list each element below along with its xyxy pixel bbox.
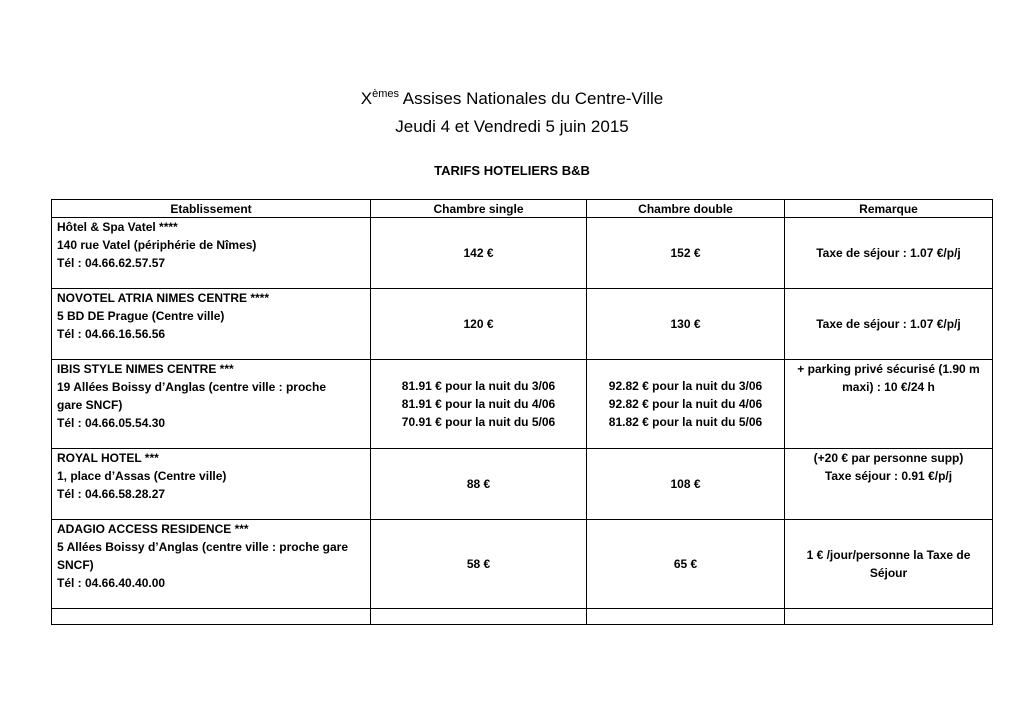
title-main: Assises Nationales du Centre-Ville <box>398 89 664 108</box>
empty-cell <box>587 609 785 625</box>
document-subtitle: Jeudi 4 et Vendredi 5 juin 2015 <box>395 117 629 136</box>
remark-text: (+20 € par personne supp) <box>813 451 964 465</box>
remark-text: + parking privé sécurisé (1.90 m <box>797 362 980 376</box>
single-price-cell <box>371 360 587 449</box>
table-row <box>52 449 993 520</box>
hotel-address: 5 Allées Boissy d’Anglas (centre ville : proche gare <box>57 540 348 554</box>
table-row-empty <box>52 609 993 625</box>
hotel-rates-table <box>51 199 993 625</box>
remark-cell <box>785 289 993 360</box>
document-title <box>0 86 1024 112</box>
hotel-phone: Tél : 04.66.62.57.57 <box>57 256 166 270</box>
section-heading: TARIFS HOTELIERS B&B <box>434 163 590 178</box>
single-price: 142 € <box>463 246 494 260</box>
single-price: 81.91 € pour la nuit du 4/06 <box>401 397 556 411</box>
empty-cell <box>52 609 371 625</box>
hotel-address: 19 Allées Boissy d’Anglas (centre ville : proche <box>57 380 326 394</box>
hotel-info-cell <box>52 520 371 609</box>
remark-text: Taxe de séjour : 1.07 €/p/j <box>816 317 961 331</box>
hotel-name: NOVOTEL ATRIA NIMES CENTRE **** <box>57 291 270 305</box>
remark-cell <box>785 520 993 609</box>
hotel-address: gare SNCF) <box>57 398 123 412</box>
remark-text: Séjour <box>869 566 908 580</box>
hotel-info-cell <box>52 449 371 520</box>
column-header-remarque: Remarque <box>785 200 993 218</box>
double-price: 152 € <box>670 246 701 260</box>
single-price: 58 € <box>466 557 491 571</box>
single-price-cell <box>371 449 587 520</box>
double-price: 92.82 € pour la nuit du 4/06 <box>608 397 763 411</box>
double-price-cell <box>587 289 785 360</box>
hotel-address: SNCF) <box>57 558 94 572</box>
double-price-cell <box>587 360 785 449</box>
table-row <box>52 218 993 289</box>
table-row <box>52 520 993 609</box>
remark-text: 1 € /jour/personne la Taxe de <box>806 548 971 562</box>
hotel-info-cell <box>52 360 371 449</box>
double-price-cell <box>587 218 785 289</box>
hotel-name: IBIS STYLE NIMES CENTRE *** <box>57 362 234 376</box>
hotel-address: 5 BD DE Prague (Centre ville) <box>57 309 225 323</box>
double-price: 65 € <box>673 557 698 571</box>
remark-text: maxi) : 10 €/24 h <box>842 380 935 394</box>
double-price: 81.82 € pour la nuit du 5/06 <box>608 415 763 429</box>
remark-cell <box>785 449 993 520</box>
table-row <box>52 360 993 449</box>
remark-cell <box>785 360 993 449</box>
double-price-cell <box>587 520 785 609</box>
column-header-etablissement: Etablissement <box>52 200 371 218</box>
column-header-single: Chambre single <box>371 200 587 218</box>
hotel-phone: Tél : 04.66.05.54.30 <box>57 416 166 430</box>
hotel-info-cell <box>52 218 371 289</box>
hotel-phone: Tél : 04.66.16.56.56 <box>57 327 166 341</box>
double-price: 130 € <box>670 317 701 331</box>
hotel-info-cell <box>52 289 371 360</box>
hotel-phone: Tél : 04.66.40.40.00 <box>57 576 166 590</box>
double-price-cell <box>587 449 785 520</box>
single-price: 81.91 € pour la nuit du 3/06 <box>401 379 556 393</box>
table-row <box>52 289 993 360</box>
table-header-row <box>52 200 993 218</box>
single-price-cell <box>371 520 587 609</box>
remark-text: Taxe de séjour : 1.07 €/p/j <box>816 246 961 260</box>
single-price-cell <box>371 289 587 360</box>
hotel-name: Hôtel & Spa Vatel **** <box>57 220 178 234</box>
hotel-address: 1, place d’Assas (Centre ville) <box>57 469 227 483</box>
remark-cell <box>785 218 993 289</box>
single-price: 120 € <box>463 317 494 331</box>
column-header-double: Chambre double <box>587 200 785 218</box>
single-price-cell <box>371 218 587 289</box>
hotel-phone: Tél : 04.66.58.28.27 <box>57 487 166 501</box>
single-price: 88 € <box>466 477 491 491</box>
double-price: 108 € <box>670 477 701 491</box>
title-prefix: X <box>360 89 373 108</box>
hotel-name: ROYAL HOTEL *** <box>57 451 159 465</box>
empty-cell <box>371 609 587 625</box>
single-price: 70.91 € pour la nuit du 5/06 <box>401 415 556 429</box>
hotel-address: 140 rue Vatel (périphérie de Nîmes) <box>57 238 257 252</box>
double-price: 92.82 € pour la nuit du 3/06 <box>608 379 763 393</box>
empty-cell <box>785 609 993 625</box>
title-superscript: èmes <box>372 88 399 100</box>
hotel-name: ADAGIO ACCESS RESIDENCE *** <box>57 522 249 536</box>
remark-text: Taxe séjour : 0.91 €/p/j <box>824 469 953 483</box>
